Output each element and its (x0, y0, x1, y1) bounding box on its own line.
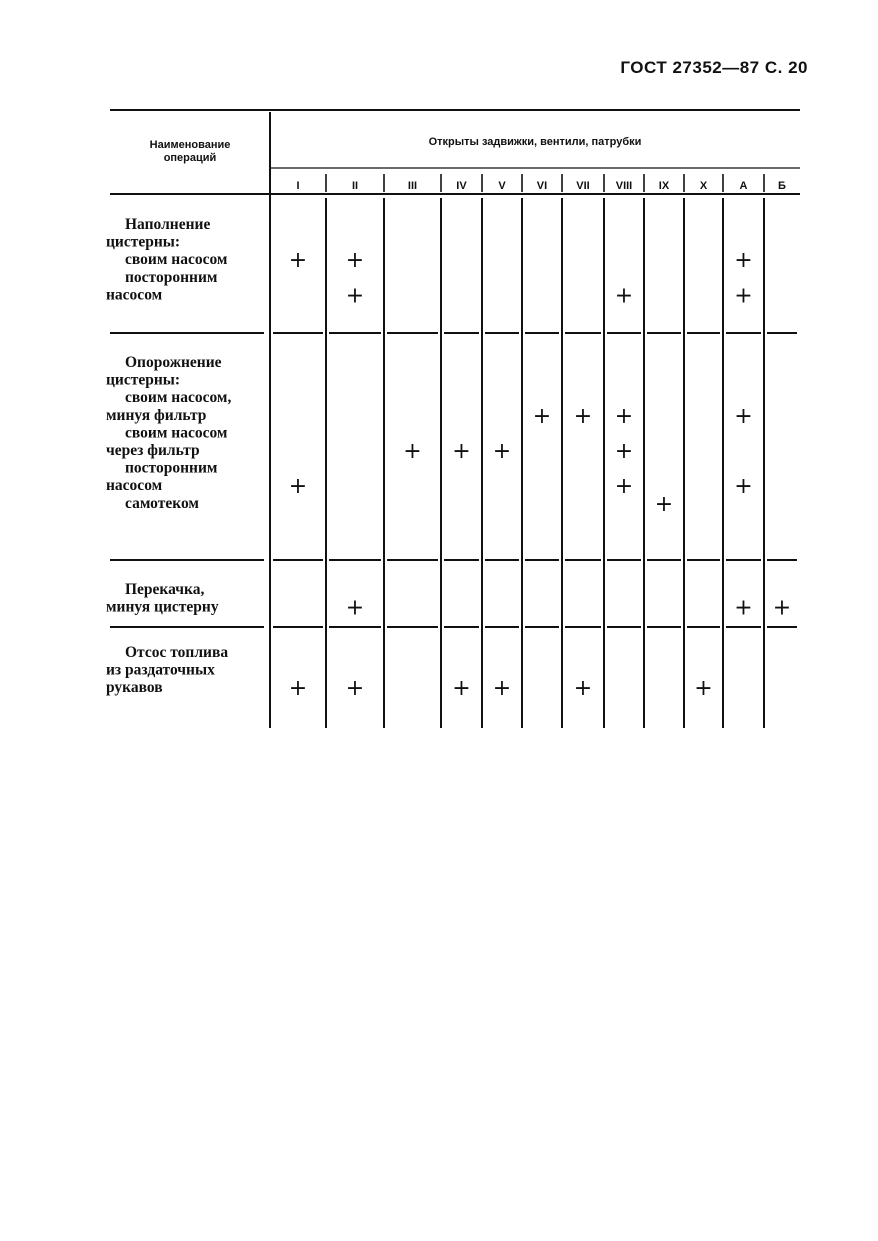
operation-line: цистерны: (106, 371, 181, 389)
column-label: VIII (615, 180, 633, 192)
operation-line: из раздаточных (106, 661, 215, 679)
operation-line: минуя фильтр (106, 406, 207, 424)
open-mark: + (734, 474, 753, 500)
operation-line: посторонним (125, 459, 218, 477)
operation-line: Отсос топлива (125, 644, 229, 661)
open-mark: + (345, 676, 365, 702)
operation-line: Перекачка, (125, 581, 205, 598)
open-mark: + (654, 491, 674, 517)
column-label: IX (658, 180, 670, 192)
open-mark: + (734, 283, 753, 309)
open-mark: + (573, 676, 593, 702)
column-label: V (498, 180, 506, 192)
open-mark: + (345, 283, 365, 309)
open-mark: + (492, 439, 512, 464)
operation-line: цистерны: (106, 233, 181, 251)
operation-line: Опорожнение (125, 354, 222, 371)
operation-line: своим насосом, (125, 389, 232, 407)
column-label: А (739, 180, 748, 192)
open-mark: + (288, 248, 308, 274)
operation-line: через фильтр (106, 442, 200, 459)
open-mark: + (492, 676, 512, 702)
operation-line: посторонним (125, 268, 218, 286)
open-mark: + (452, 439, 471, 464)
open-mark: + (345, 248, 365, 274)
open-mark: + (614, 283, 634, 309)
open-header: Открыты задвижки, вентили, патрубки (428, 136, 642, 148)
column-label: Б (778, 180, 786, 192)
open-mark: + (288, 676, 308, 702)
open-mark: + (694, 676, 713, 702)
open-mark: + (288, 474, 308, 500)
operation-line: насосом (106, 477, 163, 495)
column-label: III (407, 180, 418, 192)
open-mark: + (734, 595, 753, 621)
page-header: ГОСТ 27352—87 С. 20 (620, 58, 808, 77)
column-label: IV (456, 180, 467, 192)
open-mark: + (345, 595, 365, 621)
name-header-line: операций (163, 152, 217, 164)
name-header-line: Наименование (149, 139, 231, 151)
operation-line: Наполнение (125, 216, 211, 233)
column-label: X (699, 180, 708, 192)
open-mark: + (614, 439, 634, 464)
operation-line: своим насосом (125, 424, 228, 442)
open-mark: + (403, 439, 422, 464)
open-mark: + (734, 248, 753, 274)
column-label: VI (536, 180, 548, 192)
open-mark: + (452, 676, 471, 702)
open-mark: + (614, 474, 634, 500)
column-label: I (296, 180, 300, 192)
column-label: VII (576, 180, 590, 192)
open-mark: + (614, 403, 634, 429)
open-mark: + (573, 403, 593, 429)
open-mark: + (772, 595, 792, 621)
operation-line: рукавов (106, 679, 163, 697)
operation-line: минуя цистерну (106, 598, 219, 616)
operation-line: насосом (106, 286, 163, 304)
operation-line: своим насосом (125, 251, 228, 269)
open-mark: + (734, 403, 753, 429)
column-label: II (351, 180, 359, 192)
open-mark: + (532, 403, 552, 429)
operation-line: самотеком (125, 494, 199, 512)
